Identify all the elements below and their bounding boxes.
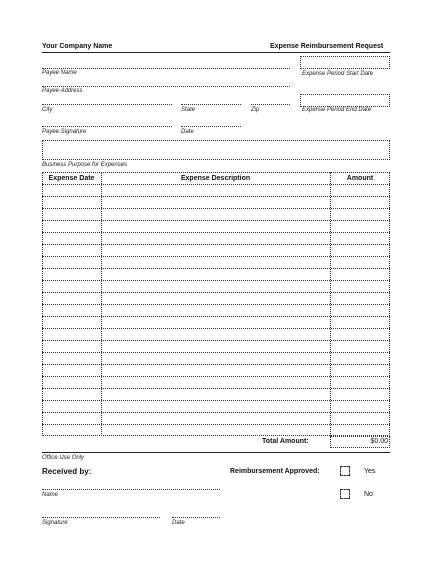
- business-purpose-label: Business Purpose for Expenses: [42, 162, 128, 168]
- table-row[interactable]: [42, 328, 390, 329]
- received-name-label: Name: [42, 492, 59, 498]
- approved-yes-checkbox[interactable]: [340, 466, 350, 476]
- period-start-box[interactable]: [300, 56, 390, 69]
- received-date-line[interactable]: [172, 517, 220, 518]
- received-date-label: Date: [172, 520, 185, 526]
- col-expense-description: Expense Description: [180, 175, 251, 182]
- address-line-1[interactable]: [42, 86, 290, 87]
- office-use-rule: [42, 452, 390, 453]
- zip-line[interactable]: [251, 104, 290, 105]
- table-row[interactable]: [42, 220, 390, 221]
- table-header-divider: [42, 184, 390, 185]
- table-row[interactable]: [42, 352, 390, 353]
- table-row[interactable]: [42, 280, 390, 281]
- table-row[interactable]: [42, 256, 390, 257]
- office-use-label: Office Use Only: [42, 455, 85, 461]
- signature-date-line[interactable]: [181, 126, 241, 127]
- received-by-label: Received by:: [42, 467, 92, 476]
- period-end-label: Expense Period End Date: [302, 107, 372, 113]
- approved-yes-label: Yes: [364, 468, 376, 475]
- payee-address-label: Payee Address: [42, 88, 83, 94]
- col-expense-date: Expense Date: [48, 175, 95, 182]
- payee-signature-label: Payee Signature: [42, 129, 87, 135]
- table-row[interactable]: [42, 424, 390, 425]
- payee-name-line[interactable]: [42, 68, 290, 69]
- table-row[interactable]: [42, 268, 390, 269]
- table-row[interactable]: [42, 292, 390, 293]
- period-end-box[interactable]: [300, 94, 390, 107]
- payee-name-label: Payee Name: [42, 70, 77, 76]
- table-row[interactable]: [42, 316, 390, 317]
- header-rule: [42, 52, 390, 53]
- state-line[interactable]: [181, 104, 241, 105]
- table-row[interactable]: [42, 412, 390, 413]
- state-label: State: [181, 107, 196, 113]
- table-row[interactable]: [42, 364, 390, 365]
- total-label: Total Amount:: [262, 438, 309, 445]
- table-row[interactable]: [42, 208, 390, 209]
- period-start-label: Expense Period Start Date: [302, 71, 374, 77]
- col-amount: Amount: [346, 175, 374, 182]
- table-row[interactable]: [42, 304, 390, 305]
- business-purpose-box[interactable]: [42, 140, 390, 160]
- approved-no-label: No: [364, 491, 373, 498]
- table-row[interactable]: [42, 376, 390, 377]
- zip-label: Zip: [251, 107, 260, 113]
- city-line[interactable]: [42, 104, 172, 105]
- table-row[interactable]: [42, 196, 390, 197]
- approved-no-checkbox[interactable]: [340, 489, 350, 499]
- payee-signature-line[interactable]: [42, 126, 172, 127]
- table-row[interactable]: [42, 232, 390, 233]
- city-label: City: [42, 107, 53, 113]
- approved-label: Reimbursement Approved:: [230, 468, 320, 475]
- table-row[interactable]: [42, 340, 390, 341]
- received-signature-line[interactable]: [42, 517, 160, 518]
- received-name-line[interactable]: [42, 489, 220, 490]
- total-value: $0.00: [370, 438, 388, 445]
- form-title: Expense Reimbursement Request: [270, 43, 384, 50]
- signature-date-label: Date: [181, 129, 194, 135]
- table-row[interactable]: [42, 388, 390, 389]
- company-name: Your Company Name: [42, 43, 113, 50]
- received-signature-label: Signature: [42, 520, 68, 526]
- table-row[interactable]: [42, 400, 390, 401]
- table-row[interactable]: [42, 244, 390, 245]
